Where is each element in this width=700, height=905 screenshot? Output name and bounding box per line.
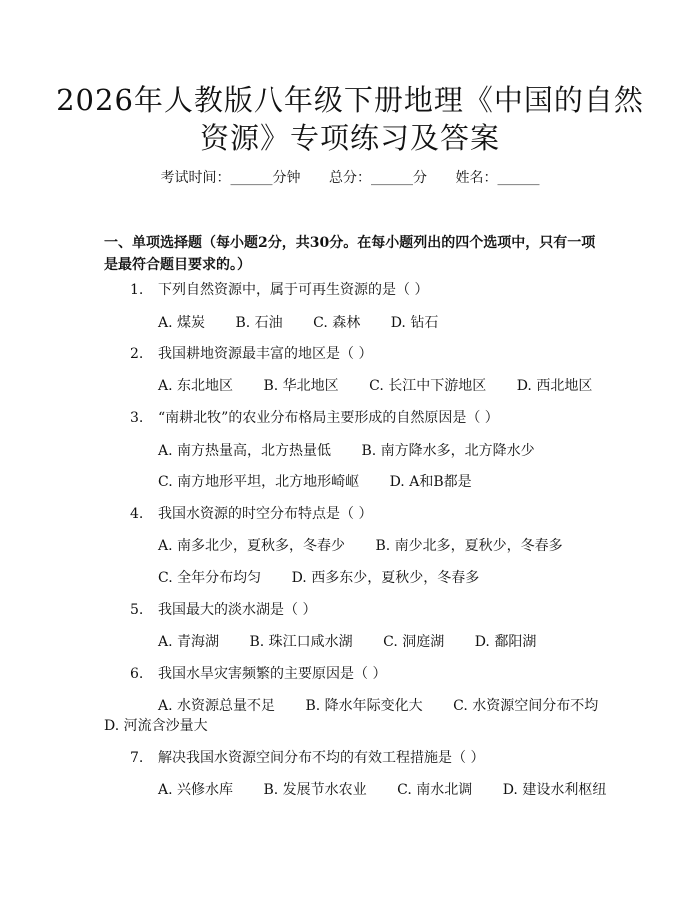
question-2-options: [158, 376, 618, 396]
option-a: A. 水资源总量不足: [158, 698, 276, 714]
question-1: [130, 280, 428, 300]
option-d: D. A和B都是: [389, 474, 472, 490]
option-b: B. 南方降水多，北方降水少: [361, 443, 535, 459]
document-title-line-2: 资源》专项练习及答案: [199, 121, 500, 155]
student-name-field: 姓名：______: [455, 170, 540, 186]
question-4: [130, 504, 372, 524]
question-text: 我国最大的淡水湖是（ ）: [158, 602, 317, 618]
option-c: C. 全年分布均匀: [158, 570, 262, 586]
question-text: 我国水资源的时空分布特点是（ ）: [158, 506, 373, 522]
option-c: C. 水资源空间分布不均: [453, 698, 599, 714]
question-6: [130, 664, 386, 684]
question-number: 3.: [130, 410, 144, 426]
option-d: D. 建设水利枢纽: [502, 782, 607, 798]
option-c: C. 洞庭湖: [383, 634, 445, 650]
option-c: C. 森林: [313, 315, 361, 331]
exam-meta-row: [0, 167, 700, 187]
question-text: 下列自然资源中，属于可再生资源的是（ ）: [158, 282, 429, 298]
option-d: D. 河流含沙量大: [104, 718, 208, 734]
question-text: 我国水旱灾害频繁的主要原因是（ ）: [158, 666, 387, 682]
option-b: B. 华北地区: [263, 378, 339, 394]
question-number: 6.: [130, 666, 144, 682]
option-a: A. 煤炭: [158, 315, 206, 331]
option-a: A. 兴修水库: [158, 782, 234, 798]
question-3: [130, 408, 499, 428]
question-number: 2.: [130, 346, 144, 362]
question-number: 4.: [130, 506, 144, 522]
question-text: 我国耕地资源最丰富的地区是（ ）: [158, 346, 373, 362]
option-b: B. 南少北多，夏秋少，冬春多: [375, 538, 563, 554]
option-a: A. 南多北少，夏秋多，冬春少: [158, 538, 346, 554]
option-c: C. 南水北调: [397, 782, 473, 798]
option-d: D. 鄱阳湖: [474, 634, 537, 650]
question-7-options: [158, 780, 606, 800]
question-5-options: [158, 632, 562, 652]
option-b: B. 发展节水农业: [263, 782, 367, 798]
question-text: “南耕北牧”的农业分布格局主要形成的自然原因是（ ）: [158, 410, 499, 426]
document-title-line-1: 2026年人教版八年级下册地理《中国的自然: [56, 83, 644, 117]
question-number: 5.: [130, 602, 144, 618]
question-3-options-row-2: [158, 472, 498, 492]
question-7: [130, 748, 484, 768]
section-heading: 一、单项选择题（每小题2分，共30分。在每小题列出的四个选项中，只有一项是最符合题目要求的。）: [104, 235, 596, 273]
exam-time-field: 考试时间：______分钟: [160, 170, 301, 186]
question-4-options-row-1: [158, 536, 589, 556]
option-a: A. 东北地区: [158, 378, 234, 394]
question-number: 1.: [130, 282, 144, 298]
question-number: 7.: [130, 750, 144, 766]
option-a: A. 南方热量高，北方热量低: [158, 443, 332, 459]
option-b: B. 降水年际变化大: [305, 698, 423, 714]
question-5: [130, 600, 316, 620]
option-a: A. 青海湖: [158, 634, 220, 650]
option-d: D. 钻石: [390, 315, 439, 331]
question-4-options-row-2: [158, 568, 505, 588]
option-d: D. 西多东少，夏秋少，冬春多: [291, 570, 480, 586]
question-1-options: [158, 313, 464, 333]
option-c: C. 长江中下游地区: [369, 378, 487, 394]
option-b: B. 珠江口咸水湖: [249, 634, 353, 650]
option-b: B. 石油: [235, 315, 283, 331]
question-text: 解决我国水资源空间分布不均的有效工程措施是（ ）: [158, 750, 485, 766]
option-c: C. 南方地形平坦，北方地形崎岖: [158, 474, 360, 490]
total-score-field: 总分：______分: [329, 170, 427, 186]
option-d: D. 西北地区: [516, 378, 593, 394]
question-2: [130, 344, 372, 364]
question-6-options-row-2: [104, 716, 208, 736]
question-3-options-row-1: [158, 441, 561, 461]
question-6-options-row-1: [158, 696, 598, 716]
